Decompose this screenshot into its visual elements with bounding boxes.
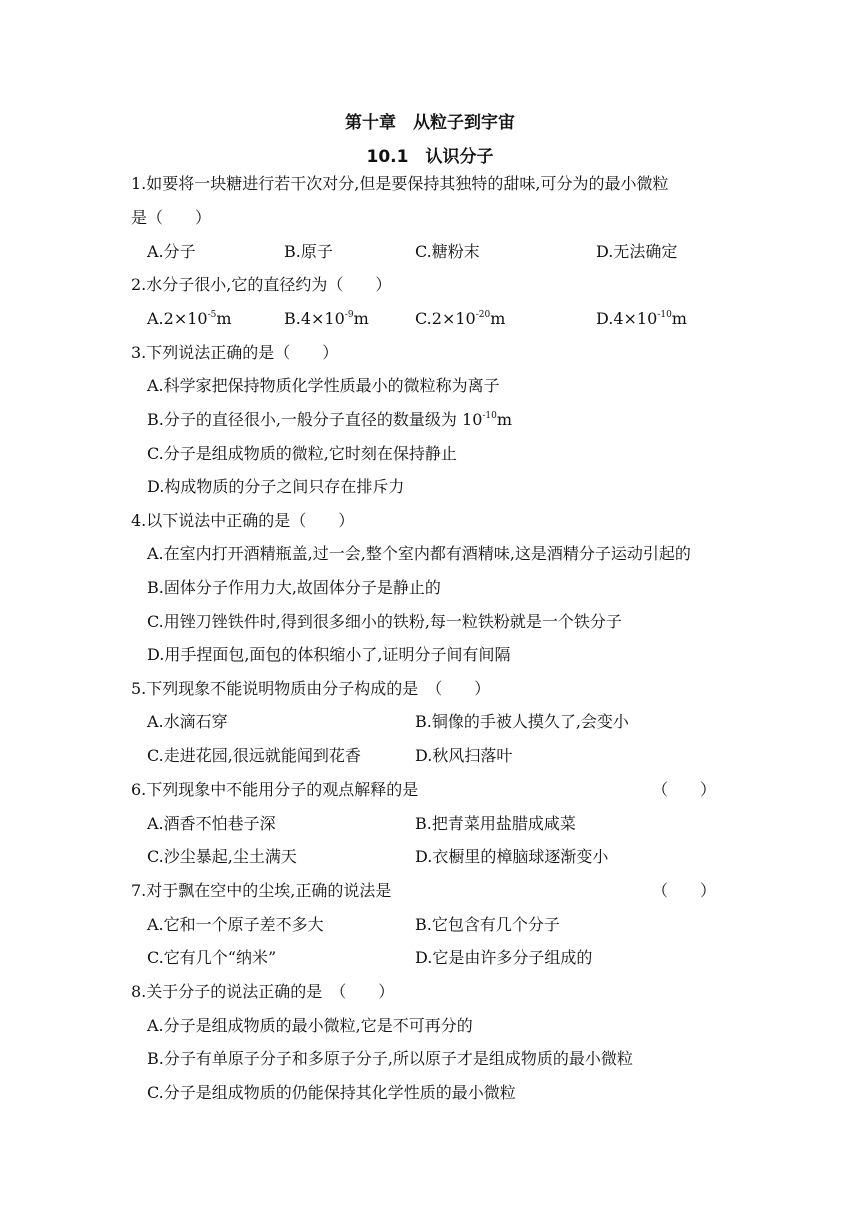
question-1-stem-cont: 是（ ） xyxy=(131,208,212,227)
question-5-option-d: D.秋风扫落叶 xyxy=(415,746,513,765)
question-2-option-b: $B.4\times 10^{-9}m$ xyxy=(284,309,369,328)
question-3-option-c: C.分子是组成物质的微粒,它时刻在保持静止 xyxy=(147,444,457,463)
question-1-option-d: D.无法确定 xyxy=(596,242,678,261)
question-6-option-d: D.衣橱里的樟脑球逐渐变小 xyxy=(415,847,609,866)
question-3-option-b: B.分子的直径很小,一般分子直径的数量级为 $10^{-10}m$ xyxy=(147,410,513,429)
question-7-answer-blank: （ ） xyxy=(652,881,717,900)
question-2-option-d: $D.4\times 10^{-10}m$ xyxy=(596,309,687,328)
question-1-option-b: B.原子 xyxy=(284,242,333,261)
question-5-option-a: A.水滴石穿 xyxy=(147,712,228,731)
question-7-option-a: A.它和一个原子差不多大 xyxy=(147,915,324,934)
question-3-option-a: A.科学家把保持物质化学性质最小的微粒称为离子 xyxy=(147,376,500,395)
question-4-option-d: D.用手捏面包,面包的体积缩小了,证明分子间有间隔 xyxy=(147,645,511,664)
question-6-option-c: C.沙尘暴起,尘土满天 xyxy=(147,847,297,866)
question-3-stem: 3.下列说法正确的是（ ） xyxy=(131,343,339,362)
question-7-stem: 7.对于飘在空中的尘埃,正确的说法是 xyxy=(131,881,392,900)
question-1-option-c: C.糖粉末 xyxy=(415,242,480,261)
question-1-stem: 1.如要将一块糖进行若干次对分,但是要保持其独特的甜味,可分为的最小微粒 xyxy=(131,174,669,193)
question-7-option-d: D.它是由许多分子组成的 xyxy=(415,948,593,967)
question-6-stem: 6.下列现象中不能用分子的观点解释的是 xyxy=(131,780,419,799)
question-8-stem: 8.关于分子的说法正确的是 （ ） xyxy=(131,982,395,1001)
question-3-option-d: D.构成物质的分子之间只存在排斥力 xyxy=(147,477,405,496)
question-1-option-a: A.分子 xyxy=(147,242,196,261)
question-2-stem: 2.水分子很小,它的直径约为（ ） xyxy=(131,275,392,294)
question-4-stem: 4.以下说法中正确的是（ ） xyxy=(131,511,355,530)
question-2-option-c: $C.2\times 10^{-20}m$ xyxy=(415,309,506,328)
question-4-option-c: C.用锉刀锉铁件时,得到很多细小的铁粉,每一粒铁粉就是一个铁分子 xyxy=(147,612,622,631)
question-8-option-a: A.分子是组成物质的最小微粒,它是不可再分的 xyxy=(147,1016,473,1035)
question-5-option-b: B.铜像的手被人摸久了,会变小 xyxy=(415,712,629,731)
question-6-answer-blank: （ ） xyxy=(652,780,717,799)
question-4-option-b: B.固体分子作用力大,故固体分子是静止的 xyxy=(147,578,441,597)
question-7-option-b: B.它包含有几个分子 xyxy=(415,915,560,934)
question-5-option-c: C.走进花园,很远就能闻到花香 xyxy=(147,746,361,765)
question-2-option-a: $A.2\times 10^{-5}m$ xyxy=(147,309,232,328)
question-8-option-c: C.分子是组成物质的仍能保持其化学性质的最小微粒 xyxy=(147,1083,516,1102)
question-5-stem: 5.下列现象不能说明物质由分子构成的是 （ ） xyxy=(131,679,491,698)
question-6-option-a: A.酒香不怕巷子深 xyxy=(147,814,276,833)
section-title: 10.1 认识分子 xyxy=(366,147,494,167)
chapter-title: 第十章 从粒子到宇宙 xyxy=(345,113,515,133)
question-7-option-c: C.它有几个“纳米” xyxy=(147,948,277,967)
question-4-option-a: A.在室内打开酒精瓶盖,过一会,整个室内都有酒精味,这是酒精分子运动引起的 xyxy=(147,544,691,563)
question-6-option-b: B.把青菜用盐腊成咸菜 xyxy=(415,814,576,833)
question-8-option-b: B.分子有单原子分子和多原子分子,所以原子才是组成物质的最小微粒 xyxy=(147,1049,633,1068)
